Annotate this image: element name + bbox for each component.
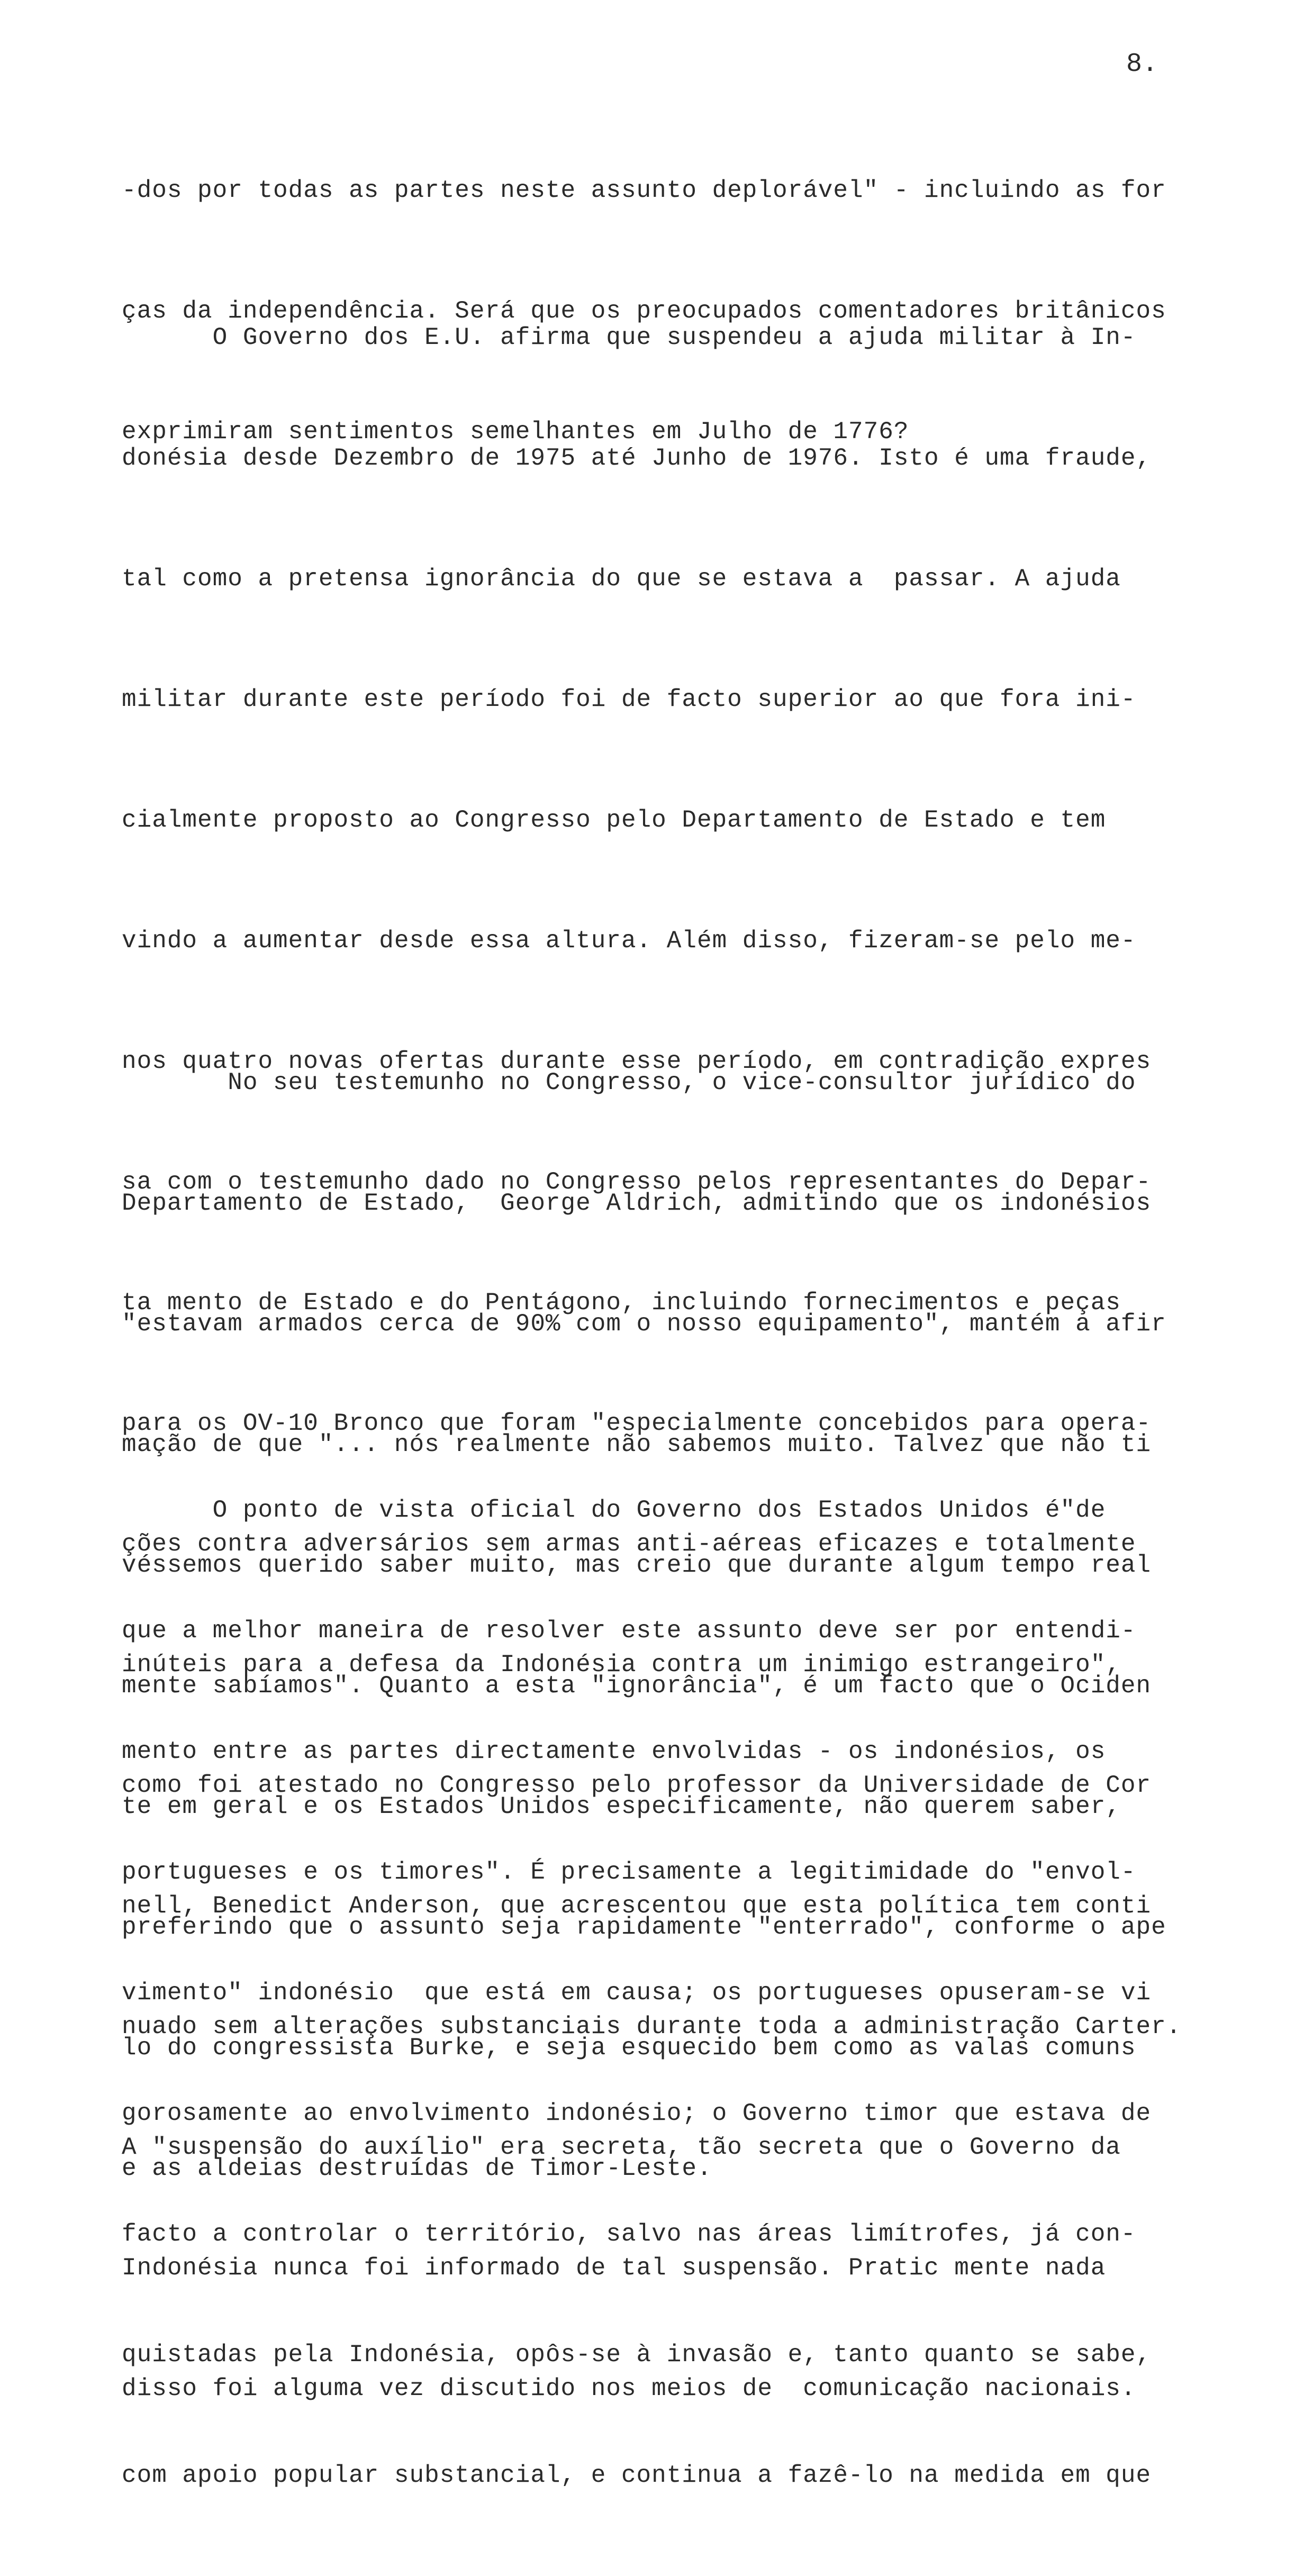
text-line: ções contra adversários sem armas anti-aéreas eficazes e totalmente bbox=[122, 1530, 1136, 1558]
text-line: No seu testemunho no Congresso, o vice-consultor jurídico do bbox=[122, 1069, 1136, 1096]
text-line: como foi atestado no Congresso pelo professor da Universidade de Cor bbox=[122, 1772, 1152, 1799]
text-line: ças da independência. Será que os preocupados comentadores britânicos bbox=[122, 297, 1166, 325]
text-line: véssemos querido saber muito, mas creio que durante algum tempo real bbox=[122, 1552, 1152, 1579]
text-line: quistadas pela Indonésia, opôs-se à invasão e, tanto quanto se sabe, bbox=[122, 2341, 1152, 2369]
text-line: mento entre as partes directamente envolvidas - os indonésios, os bbox=[122, 1738, 1106, 1765]
text-line: com apoio popular substancial, e continua a fazê-lo na medida em que bbox=[122, 2462, 1152, 2489]
text-line: disso foi alguma vez discutido nos meios de comunicação nacionais. bbox=[122, 2375, 1136, 2402]
text-line: preferindo que o assunto seja rapidamente "enterrado", conforme o ape bbox=[122, 1913, 1166, 1941]
text-line: -dos por todas as partes neste assunto deplorável" - incluindo as for bbox=[122, 177, 1166, 204]
text-line: que a melhor maneira de resolver este assunto deve ser por entendi- bbox=[122, 1617, 1136, 1645]
text-line: ta mento de Estado e do Pentágono, incluindo fornecimentos e peças bbox=[122, 1289, 1121, 1317]
text-line: vindo a aumentar desde essa altura. Além disso, fizeram-se pelo me- bbox=[122, 927, 1136, 955]
text-line: mação de que "... nós realmente não sabemos muito. Talvez que não ti bbox=[122, 1431, 1152, 1458]
text-line: inúteis para a defesa da Indonésia contra um inimigo estrangeiro", bbox=[122, 1651, 1121, 1679]
text-line: Departamento de Estado, George Aldrich, admitindo que os indonésios bbox=[122, 1190, 1152, 1217]
text-line: sa com o testemunho dado no Congresso pelos representantes do Depar- bbox=[122, 1168, 1152, 1196]
text-line: nell, Benedict Anderson, que acrescentou que esta política tem conti bbox=[122, 1892, 1152, 1920]
text-line: te em geral e os Estados Unidos especificamente, não querem saber, bbox=[122, 1793, 1121, 1820]
paragraph-4 bbox=[122, 1410, 1254, 2576]
text-line: exprimiram sentimentos semelhantes em Julho de 1776? bbox=[122, 418, 909, 446]
text-line: portugueses e os timores". É precisamente a legitimidade do "envol- bbox=[122, 1858, 1136, 1886]
text-line: O ponto de vista oficial do Governo dos Estados Unidos é"de bbox=[122, 1496, 1106, 1524]
text-line: mente sabíamos". Quanto a esta "ignorância", é um facto que o Ociden bbox=[122, 1672, 1152, 1700]
text-line: A "suspensão do auxílio" era secreta, tão secreta que o Governo da bbox=[122, 2134, 1121, 2161]
text-line: militar durante este período foi de facto superior ao que fora ini- bbox=[122, 686, 1136, 713]
text-line: nuado sem alterações substanciais durante toda a administração Carter. bbox=[122, 2013, 1182, 2040]
text-line: e as aldeias destruídas de Timor-Leste. bbox=[122, 2155, 712, 2182]
text-line: Indonésia nunca foi informado de tal suspensão. Pratic mente nada bbox=[122, 2254, 1106, 2282]
text-line: vimento" indonésio que está em causa; os portugueses opuseram-se vi bbox=[122, 1979, 1152, 2007]
text-line: tal como a pretensa ignorância do que se estava a passar. A ajuda bbox=[122, 565, 1121, 593]
text-line: facto a controlar o território, salvo nas áreas limítrofes, já con- bbox=[122, 2220, 1136, 2248]
text-line: para os OV-10 Bronco que foram "especialmente concebidos para opera- bbox=[122, 1410, 1152, 1437]
text-line: "estavam armados cerca de 90% com o nosso equipamento", mantém a afir bbox=[122, 1310, 1166, 1338]
page-number: 8. bbox=[1126, 49, 1158, 79]
text-line: cialmente proposto ao Congresso pelo Departamento de Estado e tem bbox=[122, 806, 1106, 834]
text-line: lo do congressista Burke, e seja esquecido bem como as valas comuns bbox=[122, 2034, 1136, 2062]
text-line: donésia desde Dezembro de 1975 até Junho de 1976. Isto é uma fraude, bbox=[122, 445, 1152, 472]
text-line: O Governo dos E.U. afirma que suspendeu a ajuda militar à In- bbox=[122, 324, 1136, 351]
text-line: nos quatro novas ofertas durante esse período, em contradição expres bbox=[122, 1048, 1152, 1075]
text-line: gorosamente ao envolvimento indonésio; o Governo timor que estava de bbox=[122, 2100, 1152, 2127]
